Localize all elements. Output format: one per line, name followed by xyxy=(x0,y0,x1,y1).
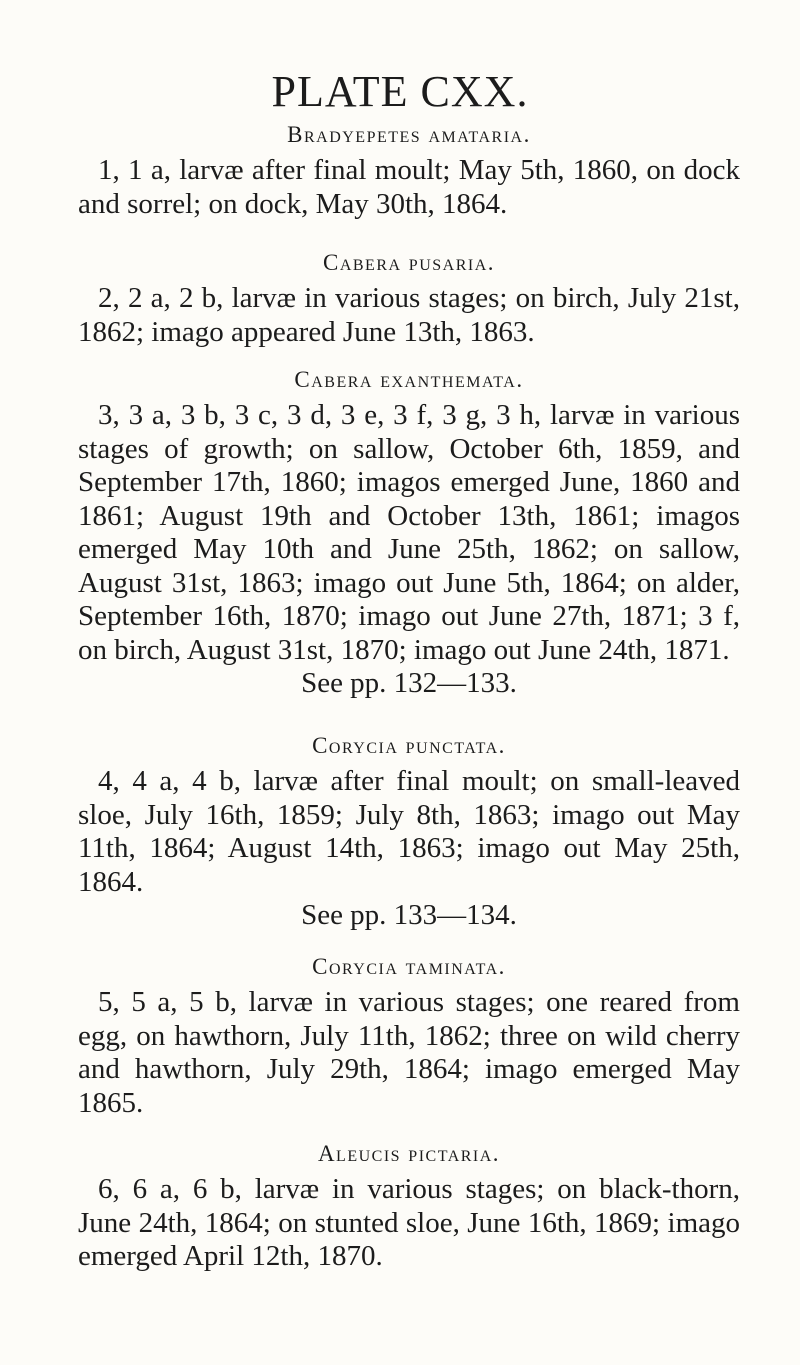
section-corycia-taminata xyxy=(78,952,740,1120)
section-heading: Cabera pusaria. xyxy=(322,250,496,275)
section-bradyepetes xyxy=(78,120,740,221)
page-reference: See pp. 133—134. xyxy=(301,899,517,931)
section-text: 5, 5 a, 5 b, larvæ in various stages; one reared from egg, on hawthorn, July 11th, 1862; three on wild cherry and hawthorn, July 29th, 1864; imago emerged May 1865. xyxy=(78,986,740,1119)
section-text: 4, 4 a, 4 b, larvæ after final moult; on small-leaved sloe, July 16th, 1859; July 8th, 1863; imago out May 11th, 1864; August 14th, 1863; imago out May 25th, 1864. xyxy=(78,765,740,898)
section-heading: Corycia punctata. xyxy=(312,733,506,758)
section-text: 2, 2 a, 2 b, larvæ in various stages; on birch, July 21st, 1862; imago appeared June 13th, 1863. xyxy=(78,282,740,348)
section-heading: Corycia taminata. xyxy=(312,954,506,979)
section-heading: Aleucis pictaria. xyxy=(317,1141,501,1166)
section-cabera-exanthemata xyxy=(78,365,740,701)
section-cabera-pusaria xyxy=(78,248,740,349)
section-text: 3, 3 a, 3 b, 3 c, 3 d, 3 e, 3 f, 3 g, 3 h, larvæ in various stages of growth; on sallow, October 6th, 1859, and September 17th, 1860; imagos emerged June, 1860 and 1861; August 19th and October 13th, 1861; imagos emerged May 10th and June 25th, 1862; on sallow, August 31st, 1863; imago out June 5th, 1864; on alder, September 16th, 1870; imago out June 27th, 1871; 3 f, on birch, August 31st, 1870; imago out June 24th, 1871. xyxy=(78,399,740,666)
section-text: 6, 6 a, 6 b, larvæ in various stages; on black-thorn, June 24th, 1864; on stunted sloe, June 16th, 1869; imago emerged April 12th, 1870. xyxy=(78,1173,740,1272)
page-reference: See pp. 132—133. xyxy=(301,667,517,699)
section-heading: Cabera exanthemata. xyxy=(294,367,524,392)
section-text: 1, 1 a, larvæ after final moult; May 5th, 1860, on dock and sorrel; on dock, May 30th, 1864. xyxy=(78,154,740,220)
section-corycia-punctata xyxy=(78,731,740,933)
section-heading: Bradyepetes amataria. xyxy=(287,122,531,147)
section-aleucis-pictaria xyxy=(78,1139,740,1274)
plate-title: PLATE CXX. xyxy=(271,67,529,116)
